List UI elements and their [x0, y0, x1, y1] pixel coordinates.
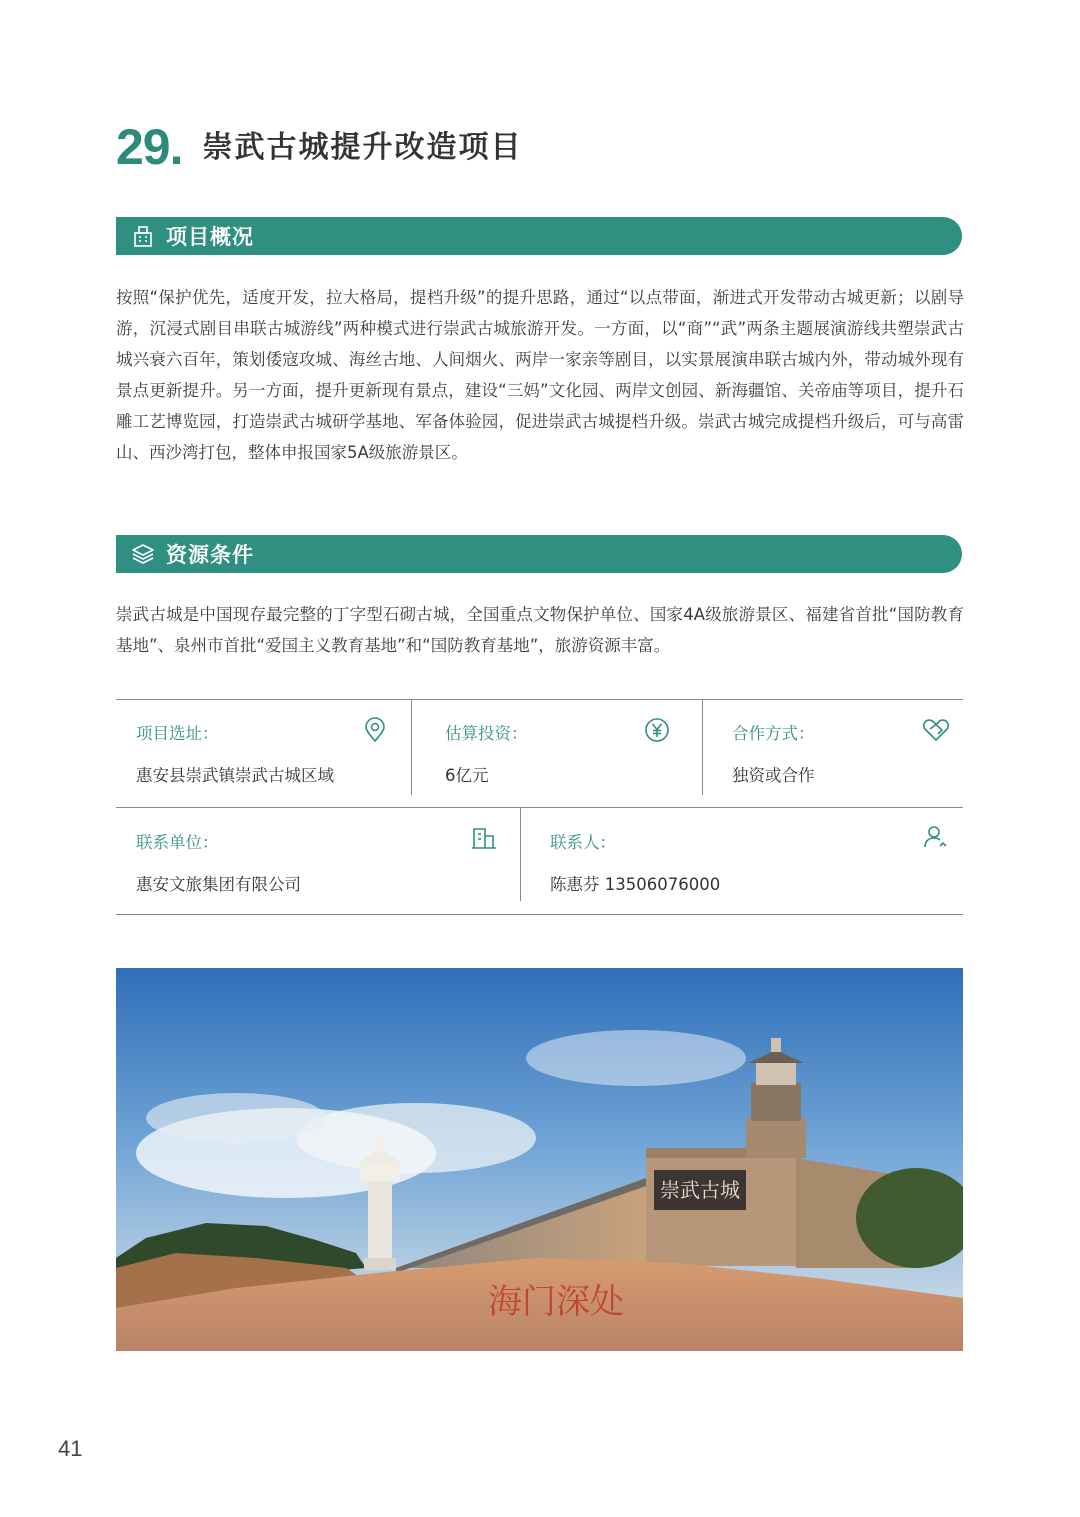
- contact-label: 联系人：: [550, 833, 616, 852]
- cooperation-label: 合作方式：: [732, 724, 815, 743]
- resources-paragraph: 崇武古城是中国现存最完整的丁字型石砌古城，全国重点文物保护单位、国家4A级旅游景区、福建省首批“国防教育基地”、泉州市首批“爱国主义教育基地”和“国防教育基地”，旅游资源丰富。: [116, 605, 964, 655]
- handshake-heart-icon: [920, 717, 952, 743]
- cooperation-value: 独资或合作: [732, 766, 815, 785]
- contact-cell: [521, 808, 963, 914]
- layers-icon: [130, 541, 156, 567]
- location-label: 项目选址：: [136, 724, 219, 743]
- location-value: 惠安县崇武镇崇武古城区域: [136, 766, 334, 785]
- project-title: 崇武古城提升改造项目: [202, 130, 523, 165]
- unit-value: 惠安文旅集团有限公司: [136, 875, 301, 894]
- project-number: 29.: [116, 119, 183, 175]
- unit-label: 联系单位：: [136, 833, 219, 852]
- section-label-overview: 项目概况: [166, 225, 254, 249]
- investment-cell: [412, 699, 702, 807]
- unit-cell: [116, 808, 520, 914]
- chongwu-ancient-city-photo: [116, 968, 963, 1351]
- table-divider: [116, 914, 963, 915]
- project-info-table: [116, 699, 963, 915]
- rock-carving-text: 海门深处: [488, 1282, 624, 1322]
- investment-label: 估算投资：: [445, 724, 528, 743]
- section-header-overview: [116, 217, 962, 255]
- investment-value: 6亿元: [445, 766, 489, 785]
- contact-person-icon: [923, 824, 949, 850]
- building-icon: [130, 223, 156, 249]
- section-label-resources: 资源条件: [166, 543, 254, 567]
- yuan-icon: [644, 717, 670, 743]
- cooperation-cell: [703, 699, 963, 807]
- page-number: 41: [58, 1436, 83, 1461]
- office-building-icon: [471, 825, 497, 851]
- section-header-resources: [116, 535, 962, 573]
- location-cell: [116, 699, 411, 807]
- overview-paragraph: 按照“保护优先，适度开发，拉大格局，提档升级”的提升思路，通过“以点带面，渐进式开发带动古城更新；以剧导游，沉浸式剧目串联古城游线”两种模式进行崇武古城旅游开发。一方面，以“商”“武”两条主题展演游线共塑崇武古城兴衰六百年，策划倭寇攻城、海丝古地、人间烟火、两岸一家亲等剧目，以实景展演串联古城内外，带动城外现有景点更新提升。另一方面，提升更新现有景点，建设“三妈”文化园、两岸文创园、新海疆馆、关帝庙等项目，提升石雕工艺博览园，打造崇武古城研学基地、军备体验园，促进崇武古城提档升级。崇武古城完成提档升级后，可与高雷山、西沙湾打包，整体申报国家5A级旅游景区。: [116, 288, 964, 462]
- fortress-sign-text: 崇武古城: [660, 1178, 740, 1202]
- location-pin-icon: [362, 717, 388, 743]
- page-title: [116, 112, 523, 175]
- contact-value: 陈惠芬 13506076000: [550, 875, 721, 894]
